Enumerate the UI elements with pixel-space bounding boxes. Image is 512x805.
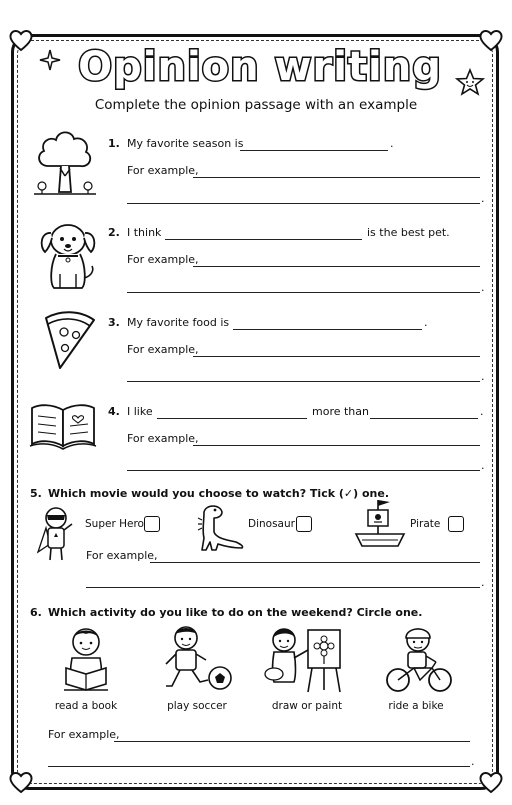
question-number: 4. [108, 405, 120, 418]
q2-prompt: I think [127, 226, 162, 239]
q4-answer-blank-2[interactable] [370, 418, 478, 419]
q5-example-label: For example, [86, 549, 158, 562]
question-number: 3. [108, 316, 120, 329]
q3-example-blank-2[interactable] [127, 381, 480, 382]
pirate-ship-icon [352, 494, 408, 550]
q1-answer-blank[interactable] [240, 150, 388, 151]
q1-prompt: My favorite season is [127, 137, 244, 150]
q1-example-blank-2[interactable] [127, 203, 480, 204]
q6-question: Which activity do you like to do on the weekend? Circle one. [48, 606, 423, 619]
question-number: 5. [30, 487, 42, 500]
q3-example-label: For example, [127, 343, 199, 356]
q5-checkbox-dinosaur[interactable] [296, 516, 312, 532]
q1-example-label: For example, [127, 164, 199, 177]
sparkle-icon [40, 48, 62, 78]
tree-icon [30, 124, 100, 204]
heart-icon [478, 770, 504, 794]
child-painting-icon[interactable] [264, 624, 348, 696]
q4-example-blank-2[interactable] [127, 470, 480, 471]
q4-prompt-middle: more than [312, 405, 369, 418]
star-face-icon [455, 68, 485, 98]
q5-example-blank[interactable] [150, 562, 480, 563]
heart-icon [478, 28, 504, 52]
q2-example-blank[interactable] [193, 266, 480, 267]
q5-option-label: Super Hero [85, 518, 144, 530]
q3-answer-blank[interactable] [233, 329, 422, 330]
q2-answer-blank[interactable] [165, 239, 362, 240]
question-number: 2. [108, 226, 120, 239]
q5-checkbox-pirate[interactable] [448, 516, 464, 532]
child-soccer-icon[interactable] [160, 624, 232, 696]
q4-answer-blank-1[interactable] [157, 418, 307, 419]
question-number: 1. [108, 137, 120, 150]
q5-option-label: Pirate [410, 518, 441, 530]
q2-example-label: For example, [127, 253, 199, 266]
puppy-icon [36, 218, 100, 294]
q2-prompt-end: is the best pet. [367, 226, 450, 239]
q6-option-label[interactable]: ride a bike [388, 700, 444, 712]
q4-example-label: For example, [127, 432, 199, 445]
pizza-icon [38, 308, 102, 372]
q6-example-blank-2[interactable] [48, 766, 470, 767]
svg-text:Opinion writing: Opinion writing [78, 44, 442, 90]
q6-option-label[interactable]: draw or paint [271, 700, 343, 712]
child-biking-icon[interactable] [384, 624, 454, 696]
book-icon [28, 400, 98, 452]
q2-example-blank-2[interactable] [127, 292, 480, 293]
q3-example-blank[interactable] [193, 356, 480, 357]
q1-example-blank[interactable] [193, 177, 480, 178]
q3-prompt: My favorite food is [127, 316, 230, 329]
q5-example-blank-2[interactable] [86, 587, 480, 588]
page-title [60, 36, 460, 94]
q4-prompt: I like [127, 405, 153, 418]
q6-example-blank[interactable] [114, 741, 470, 742]
q6-option-label[interactable]: read a book [54, 700, 118, 712]
question-number: 6. [30, 606, 42, 619]
heart-icon [8, 770, 34, 794]
heart-icon [8, 28, 34, 52]
child-reading-icon[interactable] [56, 624, 116, 696]
q5-checkbox-super-hero[interactable] [144, 516, 160, 532]
q6-option-label[interactable]: play soccer [167, 700, 227, 712]
superhero-icon [36, 504, 78, 564]
subtitle: Complete the opinion passage with an example [94, 97, 418, 113]
q4-example-blank[interactable] [193, 445, 480, 446]
q5-question: Which movie would you choose to watch? Tick (✓) one. [48, 487, 389, 500]
q5-option-label: Dinosaur [248, 518, 295, 530]
q6-example-label: For example, [48, 728, 120, 741]
dinosaur-icon [196, 502, 246, 552]
